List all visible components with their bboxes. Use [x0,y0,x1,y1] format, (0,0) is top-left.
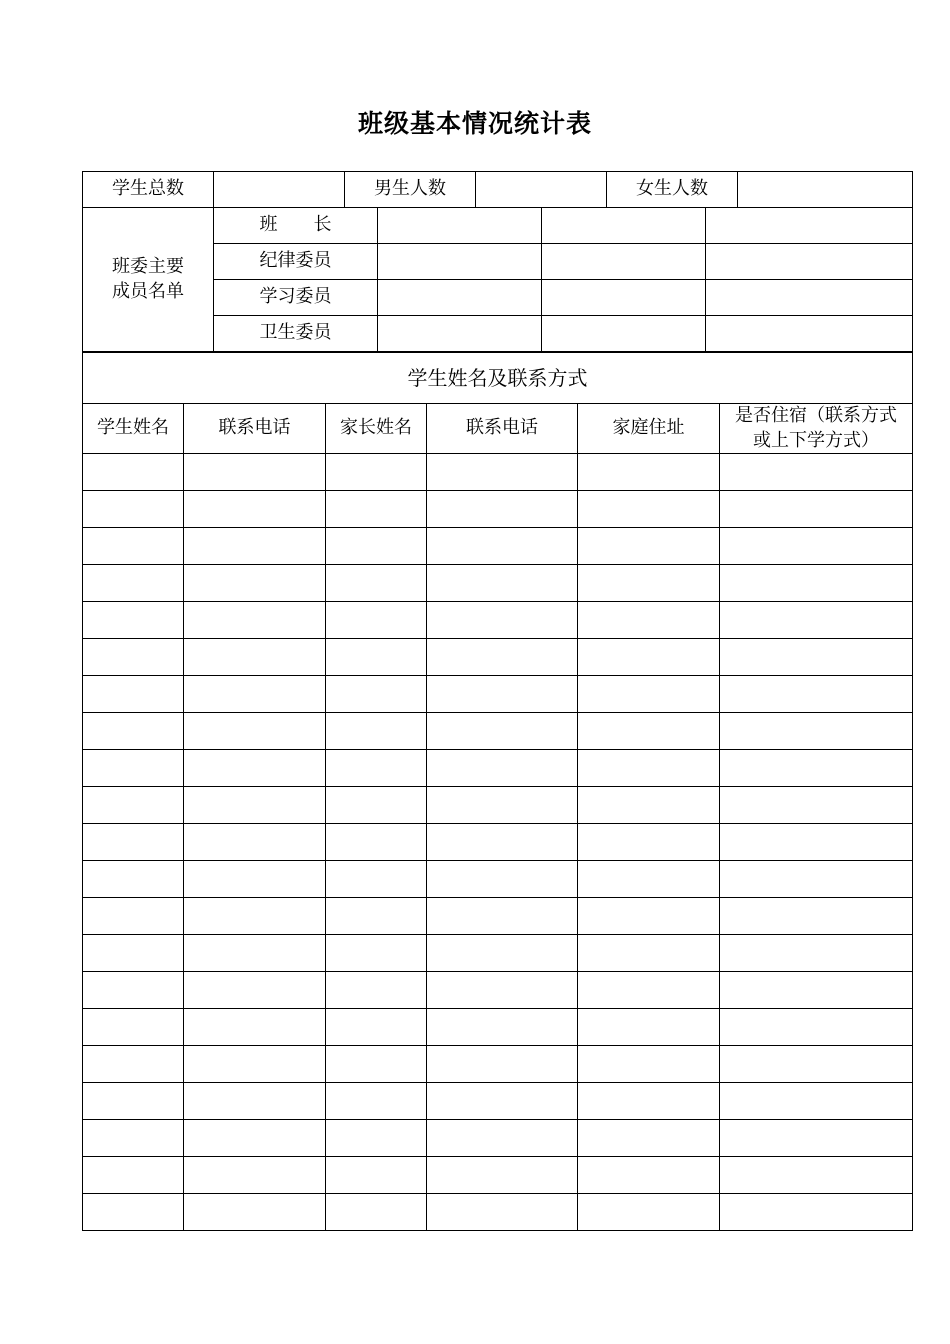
table-cell[interactable] [427,602,578,639]
column-header-address: 家庭住址 [578,404,720,454]
table-row [83,713,913,750]
column-header-boarding [720,404,913,454]
male-count-label: 男生人数 [345,172,476,208]
table-cell[interactable] [578,935,720,972]
page-title: 班级基本情况统计表 [357,109,592,138]
committee-cell[interactable] [706,244,913,280]
table-cell[interactable] [720,491,913,528]
table-cell[interactable] [83,565,184,602]
table-cell[interactable] [427,676,578,713]
table-cell[interactable] [578,1120,720,1157]
female-count-field[interactable] [738,172,913,208]
table-cell[interactable] [83,898,184,935]
committee-cell[interactable] [378,280,542,316]
table-cell[interactable] [184,713,326,750]
female-count-label: 女生人数 [607,172,738,208]
role-hygiene: 卫生委员 [214,316,378,352]
role-discipline: 纪律委员 [214,244,378,280]
table-cell[interactable] [184,676,326,713]
column-header-parent-name: 家长姓名 [326,404,427,454]
table-cell[interactable] [427,787,578,824]
table-row [83,1009,913,1046]
table-cell[interactable] [720,565,913,602]
table-cell[interactable] [83,1009,184,1046]
table-cell[interactable] [578,565,720,602]
role-monitor: 班 长 [214,208,378,244]
table-cell[interactable] [184,491,326,528]
table-cell[interactable] [83,454,184,491]
table-cell[interactable] [326,454,427,491]
table-cell[interactable] [184,528,326,565]
table-cell[interactable] [184,861,326,898]
table-cell[interactable] [578,676,720,713]
table-cell[interactable] [720,898,913,935]
table-cell[interactable] [326,491,427,528]
table-cell[interactable] [184,602,326,639]
table-cell[interactable] [83,1083,184,1120]
table-cell[interactable] [184,824,326,861]
committee-cell[interactable] [542,208,706,244]
table-row [83,898,913,935]
table-cell[interactable] [578,861,720,898]
table-cell[interactable] [578,1157,720,1194]
table-cell[interactable] [427,639,578,676]
table-cell[interactable] [720,824,913,861]
table-cell[interactable] [83,972,184,1009]
table-row [83,935,913,972]
table-cell[interactable] [326,602,427,639]
table-cell[interactable] [326,676,427,713]
table-cell[interactable] [326,1009,427,1046]
table-cell[interactable] [83,602,184,639]
table-cell[interactable] [720,935,913,972]
table-cell[interactable] [184,787,326,824]
table-cell[interactable] [184,1046,326,1083]
table-cell[interactable] [720,1194,913,1231]
table-cell[interactable] [720,602,913,639]
table-cell[interactable] [427,1083,578,1120]
table-cell[interactable] [184,1194,326,1231]
table-cell[interactable] [427,1120,578,1157]
table-cell[interactable] [184,750,326,787]
table-row [83,528,913,565]
table-cell[interactable] [720,1120,913,1157]
table-cell[interactable] [720,676,913,713]
table-row [83,454,913,491]
table-cell[interactable] [427,713,578,750]
table-row [83,639,913,676]
table-cell[interactable] [720,972,913,1009]
table-cell[interactable] [427,1046,578,1083]
table-cell[interactable] [184,1120,326,1157]
table-row [83,1157,913,1194]
table-cell[interactable] [326,1157,427,1194]
table-cell[interactable] [83,639,184,676]
committee-cell[interactable] [706,316,913,352]
table-cell[interactable] [720,1157,913,1194]
table-cell[interactable] [578,454,720,491]
committee-table [82,207,913,352]
table-row [83,787,913,824]
table-row [83,824,913,861]
column-header-student-name: 学生姓名 [83,404,184,454]
table-cell[interactable] [83,750,184,787]
table-cell[interactable] [720,1083,913,1120]
table-cell[interactable] [326,1046,427,1083]
committee-cell[interactable] [378,244,542,280]
table-cell[interactable] [184,639,326,676]
committee-cell[interactable] [378,316,542,352]
table-cell[interactable] [184,972,326,1009]
table-cell[interactable] [427,528,578,565]
table-cell[interactable] [578,750,720,787]
table-cell[interactable] [427,454,578,491]
table-row [83,1120,913,1157]
table-row [83,602,913,639]
table-row [83,491,913,528]
table-row [83,1083,913,1120]
column-header-boarding-line1: 是否住宿（联系方式 [735,405,898,427]
table-cell[interactable] [578,639,720,676]
table-cell[interactable] [578,528,720,565]
table-cell[interactable] [427,898,578,935]
table-cell[interactable] [427,565,578,602]
table-cell[interactable] [720,713,913,750]
table-cell[interactable] [578,1194,720,1231]
table-cell[interactable] [184,565,326,602]
table-cell[interactable] [326,787,427,824]
table-cell[interactable] [83,676,184,713]
table-row [83,1194,913,1231]
table-cell[interactable] [578,898,720,935]
total-students-label: 学生总数 [83,172,214,208]
table-row [83,676,913,713]
table-cell[interactable] [83,935,184,972]
table-cell[interactable] [427,750,578,787]
table-cell[interactable] [427,1194,578,1231]
table-cell[interactable] [83,1194,184,1231]
table-cell[interactable] [326,972,427,1009]
committee-label-line2: 成员名单 [112,280,184,302]
table-cell[interactable] [83,1120,184,1157]
table-cell[interactable] [427,972,578,1009]
table-cell[interactable] [578,972,720,1009]
table-cell[interactable] [427,824,578,861]
table-cell[interactable] [326,750,427,787]
table-cell[interactable] [326,824,427,861]
male-count-field[interactable] [476,172,607,208]
summary-table [82,171,913,208]
table-cell[interactable] [720,750,913,787]
table-cell[interactable] [427,1157,578,1194]
table-row [83,861,913,898]
total-students-field[interactable] [214,172,345,208]
section-title: 学生姓名及联系方式 [83,353,913,404]
table-cell[interactable] [326,935,427,972]
table-cell[interactable] [326,1120,427,1157]
table-row [83,565,913,602]
table-cell[interactable] [326,1194,427,1231]
table-cell[interactable] [720,639,913,676]
committee-cell[interactable] [542,316,706,352]
table-cell[interactable] [720,861,913,898]
table-cell[interactable] [720,1046,913,1083]
table-cell[interactable] [83,787,184,824]
table-cell[interactable] [578,787,720,824]
table-cell[interactable] [83,528,184,565]
table-cell[interactable] [184,1157,326,1194]
committee-label-line1: 班委主要 [112,256,184,278]
column-header-phone: 联系电话 [184,404,326,454]
table-cell[interactable] [326,639,427,676]
table-cell[interactable] [326,861,427,898]
column-header-boarding-line2: 或上下学方式） [753,429,880,451]
table-row [83,750,913,787]
committee-cell[interactable] [542,280,706,316]
table-cell[interactable] [578,1083,720,1120]
table-cell[interactable] [720,454,913,491]
table-cell[interactable] [83,824,184,861]
table-cell[interactable] [326,898,427,935]
table-cell[interactable] [578,824,720,861]
table-cell[interactable] [184,898,326,935]
table-cell[interactable] [427,861,578,898]
table-cell[interactable] [427,1009,578,1046]
column-header-parent-phone: 联系电话 [427,404,578,454]
table-cell[interactable] [184,1009,326,1046]
committee-cell[interactable] [378,208,542,244]
table-cell[interactable] [184,454,326,491]
table-cell[interactable] [720,528,913,565]
table-cell[interactable] [83,1046,184,1083]
committee-cell[interactable] [542,244,706,280]
table-cell[interactable] [578,1046,720,1083]
table-cell[interactable] [326,565,427,602]
committee-cell[interactable] [706,208,913,244]
table-cell[interactable] [427,491,578,528]
table-cell[interactable] [326,713,427,750]
student-contact-table [82,352,913,1231]
table-cell[interactable] [83,491,184,528]
committee-label [83,208,214,352]
table-cell[interactable] [326,1083,427,1120]
table-cell[interactable] [578,491,720,528]
table-cell[interactable] [578,1009,720,1046]
table-cell[interactable] [578,713,720,750]
role-study: 学习委员 [214,280,378,316]
table-cell[interactable] [184,935,326,972]
table-row [83,1046,913,1083]
table-cell[interactable] [427,935,578,972]
table-cell[interactable] [83,713,184,750]
table-cell[interactable] [720,1009,913,1046]
committee-cell[interactable] [706,280,913,316]
table-row [83,972,913,1009]
table-cell[interactable] [578,602,720,639]
table-cell[interactable] [83,1157,184,1194]
table-cell[interactable] [184,1083,326,1120]
table-cell[interactable] [720,787,913,824]
table-cell[interactable] [326,528,427,565]
table-cell[interactable] [83,861,184,898]
